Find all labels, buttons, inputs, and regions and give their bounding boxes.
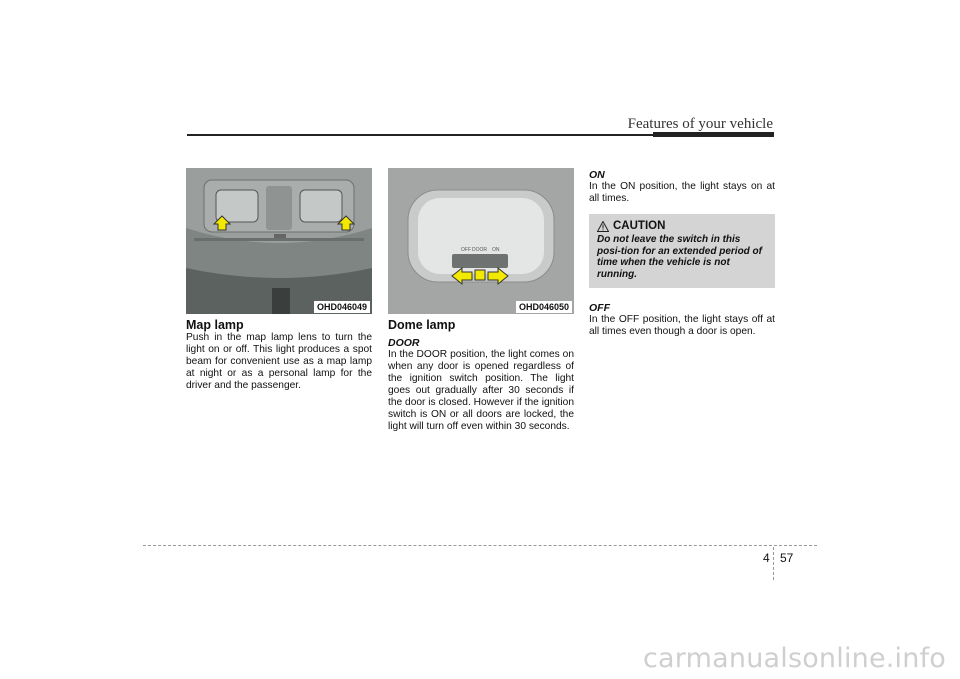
door-position-body: In the DOOR position, the light comes on when any door is opened regardless of the ignition switch position. The light goes out gradually after 30 seconds if the door is closed. However if the ignition switch is ON or all doors are locked, the light will turn off even within 30 seconds. [388, 349, 574, 432]
caution-box [589, 214, 775, 288]
door-position-label: DOOR [388, 337, 420, 349]
map-lamp-image-code: OHD046049 [314, 301, 370, 313]
on-position-label: ON [589, 169, 605, 181]
page-number: 57 [780, 551, 794, 565]
dome-lamp-section [388, 168, 574, 433]
switch-positions-section [589, 164, 775, 338]
switch-center-square-icon [475, 270, 485, 280]
caution-title: CAUTION [613, 220, 666, 232]
off-position-label: OFF [589, 302, 610, 314]
footer-rule [143, 545, 817, 546]
dome-lamp-title: Dome lamp [388, 318, 456, 332]
off-position-body: In the OFF position, the light stays off at all times even though a door is open. [589, 314, 775, 337]
dome-lamp-image-code: OHD046050 [516, 301, 572, 313]
caution-text: Do not leave the switch in this posi-tion for an extended period of time when the vehicle is not running. [597, 234, 762, 280]
map-lamp-section [186, 168, 372, 392]
map-lamp-photo [186, 168, 372, 314]
watermark: carmanualsonline.info [643, 643, 946, 674]
warning-triangle-icon [597, 221, 609, 232]
map-lamp-title: Map lamp [186, 318, 244, 332]
switch-label-off: OFF [461, 247, 471, 253]
chapter-number: 4 [763, 551, 770, 565]
on-position-body: In the ON position, the light stays on at all times. [589, 181, 775, 204]
map-lamp-illustration [186, 168, 372, 314]
switch-label-on: ON [492, 247, 500, 253]
page-header-title: Features of your vehicle [627, 116, 773, 132]
header-rule-bar [653, 132, 774, 137]
switch-label-door: DOOR [472, 247, 487, 253]
dome-lamp-photo [388, 168, 574, 314]
dome-lamp-illustration [388, 168, 574, 314]
footer-divider [773, 547, 774, 580]
map-lamp-body: Push in the map lamp lens to turn the light on or off. This light produces a spot beam for convenient use as a map lamp at night or as a personal lamp for the driver and the passenger. [186, 332, 372, 391]
